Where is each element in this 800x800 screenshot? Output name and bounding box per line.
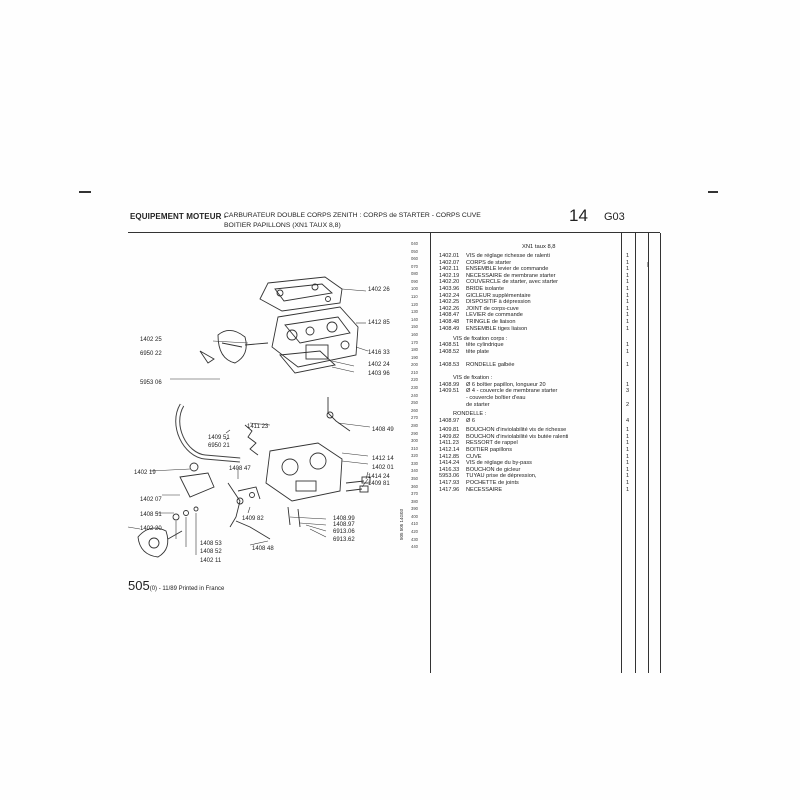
parts-row bbox=[439, 260, 511, 266]
part-qty: 1 bbox=[626, 466, 630, 473]
part-ref: 1409.51 bbox=[439, 388, 460, 395]
part-ref: 5953.06 bbox=[439, 473, 460, 480]
parts-row bbox=[439, 473, 536, 479]
part-qty: 1 bbox=[626, 447, 630, 454]
line-number: 080 bbox=[411, 271, 418, 277]
part-ref: 1414.24 bbox=[439, 460, 460, 467]
part-qty: 1 bbox=[626, 361, 630, 368]
section-title: EQUIPEMENT MOTEUR - bbox=[130, 212, 227, 221]
part-qty: 1 bbox=[626, 272, 630, 279]
parts-row bbox=[439, 279, 558, 285]
part-ref: 1412.85 bbox=[439, 453, 460, 460]
part-ref: 1402.26 bbox=[439, 305, 460, 312]
part-description: POCHETTE de joints bbox=[466, 480, 519, 487]
diagram-callout: 1409 51 bbox=[208, 435, 230, 441]
diagram-callout: 1408.99 bbox=[333, 516, 355, 522]
part-description: BOUCHON d'inviolabilité vis butée ralenti bbox=[466, 433, 569, 440]
part-qty: 1 bbox=[626, 440, 630, 447]
parts-subheading: RONDELLE : bbox=[453, 411, 487, 418]
line-number: 100 bbox=[411, 286, 418, 292]
part-description: tête plate bbox=[466, 348, 490, 355]
column-divider-main bbox=[430, 233, 431, 673]
parts-row bbox=[439, 306, 519, 312]
part-ref: 1417.96 bbox=[439, 486, 460, 493]
part-ref: 1402.07 bbox=[439, 259, 460, 266]
part-ref: 1408.47 bbox=[439, 312, 460, 319]
line-number: 340 bbox=[411, 468, 418, 474]
part-description: Ø 4 - couvercle de membrane starter bbox=[466, 388, 558, 395]
line-number: 190 bbox=[411, 354, 418, 360]
diagram-callout: 5953 06 bbox=[140, 380, 162, 386]
gasket-shape bbox=[260, 277, 342, 311]
part-ref: 1402.19 bbox=[439, 272, 460, 279]
line-number: 360 bbox=[411, 483, 418, 489]
part-ref: 1408.49 bbox=[439, 325, 460, 332]
margin-mark-right bbox=[708, 191, 718, 193]
column-divider-4 bbox=[660, 233, 661, 673]
diagram-callout: 6913.06 bbox=[333, 529, 355, 535]
line-number: 270 bbox=[411, 415, 418, 421]
diagram-callout: 1412 14 bbox=[372, 456, 394, 462]
parts-row bbox=[439, 434, 568, 440]
footer-model: 505 bbox=[128, 578, 150, 593]
line-number: 180 bbox=[411, 347, 418, 353]
part-ref: 1411.23 bbox=[439, 440, 459, 447]
parts-subheading: VIS de fixation corps : bbox=[453, 335, 508, 342]
parts-row bbox=[439, 382, 546, 388]
part-qty: 1 bbox=[626, 342, 630, 349]
line-number: 240 bbox=[411, 392, 418, 398]
parts-row bbox=[439, 349, 489, 355]
part-description: CORPS de starter bbox=[466, 259, 512, 266]
line-number: 250 bbox=[411, 400, 418, 406]
parts-row bbox=[439, 253, 550, 259]
part-qty: 1 bbox=[626, 480, 630, 487]
part-ref: 1408.99 bbox=[439, 381, 460, 388]
diagram-callout: 1402 01 bbox=[372, 465, 394, 471]
part-description: ENSEMBLE tiges liaison bbox=[466, 325, 528, 332]
line-number: 300 bbox=[411, 438, 418, 444]
line-number: 140 bbox=[411, 316, 418, 322]
vacuum-hose-shape bbox=[178, 405, 240, 460]
part-description: RESSORT de rappel bbox=[466, 440, 518, 447]
throttle-body-shape bbox=[266, 443, 342, 501]
line-number: 120 bbox=[411, 301, 418, 307]
diagram-callout: 1402 24 bbox=[368, 362, 390, 368]
line-number: 350 bbox=[411, 475, 418, 481]
parts-row bbox=[439, 266, 548, 272]
diagram-callout: 6913.62 bbox=[333, 537, 355, 543]
parts-row bbox=[439, 480, 519, 486]
part-description: CUVE bbox=[466, 453, 482, 460]
diagram-callout: 1411 23 bbox=[247, 424, 269, 430]
line-number: 430 bbox=[411, 536, 418, 542]
diagram-callout: 1402 26 bbox=[368, 287, 390, 293]
part-description: Ø 6 boîtier papillon, longueur 20 bbox=[466, 381, 546, 388]
margin-mark-left bbox=[79, 191, 91, 193]
line-number: 440 bbox=[411, 544, 418, 550]
part-description: BOUCHON de gicleur bbox=[466, 466, 521, 473]
part-description: de starter bbox=[466, 401, 490, 408]
line-number: 060 bbox=[411, 256, 418, 262]
line-number: 040 bbox=[411, 241, 418, 246]
line-number: 400 bbox=[411, 513, 418, 519]
diagram-callout: 1408 53 bbox=[200, 541, 222, 547]
line-number: 370 bbox=[411, 491, 418, 497]
line-number: 390 bbox=[411, 506, 418, 512]
part-qty: 1 bbox=[626, 453, 630, 460]
part-ref: 1409.82 bbox=[439, 433, 460, 440]
part-qty: 1 bbox=[626, 460, 630, 467]
part-description: BOUCHON d'inviolabilité vis de richesse bbox=[466, 427, 567, 434]
part-description: VIS de réglage richesse de ralenti bbox=[466, 253, 550, 259]
part-qty: 1 bbox=[626, 299, 630, 306]
linkage-rods-shape bbox=[328, 397, 350, 431]
line-number: 150 bbox=[411, 324, 418, 330]
line-number: 200 bbox=[411, 362, 418, 368]
line-number: 320 bbox=[411, 453, 418, 459]
part-ref: 1408.53 bbox=[439, 361, 460, 368]
diagram-callout: 1412 85 bbox=[368, 320, 390, 326]
parts-row bbox=[439, 440, 518, 446]
part-description: tête cylindrique bbox=[466, 342, 504, 349]
part-qty: 1 bbox=[626, 305, 630, 312]
diagram-callout: 6950 22 bbox=[140, 351, 162, 357]
part-description: GICLEUR supplémentaire bbox=[466, 292, 531, 299]
part-description: - couvercle boîtier d'eau bbox=[466, 394, 526, 401]
part-description: JOINT de corps-cuve bbox=[466, 305, 519, 312]
diagram-callout: 1409 81 bbox=[368, 481, 390, 487]
parts-row bbox=[439, 319, 515, 325]
parts-row bbox=[439, 388, 557, 394]
diagram-callout: 1408.97 bbox=[333, 522, 355, 528]
line-number: 230 bbox=[411, 385, 418, 391]
part-qty: 1 bbox=[626, 325, 630, 332]
line-number: 090 bbox=[411, 278, 418, 284]
line-number: 110 bbox=[411, 294, 418, 300]
part-description: ENSEMBLE levier de commande bbox=[466, 266, 549, 273]
column-divider-3 bbox=[648, 233, 649, 673]
line-number: 310 bbox=[411, 445, 418, 451]
choke-membrane-shape bbox=[180, 473, 214, 497]
part-ref: 1412.14 bbox=[439, 447, 460, 454]
line-number: 280 bbox=[411, 422, 418, 428]
part-description: VIS de réglage du by-pass bbox=[466, 460, 532, 467]
part-description: DISPOSITIF à dépression bbox=[466, 299, 531, 306]
line-number: 210 bbox=[411, 369, 418, 375]
footer bbox=[128, 578, 224, 593]
parts-row bbox=[439, 362, 515, 368]
group-number: 14 bbox=[569, 206, 588, 225]
line-number: 410 bbox=[411, 521, 418, 527]
vertical-code: 505 505 14G03 bbox=[399, 508, 404, 540]
diagram-callout: 1402 11 bbox=[200, 558, 222, 564]
line-number: 290 bbox=[411, 430, 418, 436]
line-number: 070 bbox=[411, 263, 418, 269]
parts-row bbox=[439, 299, 531, 305]
part-description: RONDELLE galbée bbox=[466, 361, 515, 368]
part-qty: 1 bbox=[626, 319, 630, 325]
group-code: G03 bbox=[604, 211, 625, 223]
diagram-callout: 1408 51 bbox=[140, 512, 162, 518]
part-qty: 1 bbox=[626, 312, 630, 319]
diagram-callout: 1408 47 bbox=[229, 466, 251, 472]
parts-row bbox=[439, 447, 512, 453]
part-description: BOITIER papillons bbox=[466, 447, 513, 454]
parts-row bbox=[439, 326, 527, 332]
float-bowl-shape bbox=[272, 307, 358, 367]
part-qty: 1 bbox=[626, 473, 630, 480]
diagram-callout: 1402 20 bbox=[140, 526, 162, 532]
part-description: Ø 6 bbox=[466, 418, 476, 424]
parts-row bbox=[439, 418, 475, 424]
parts-row bbox=[439, 293, 531, 299]
parts-row bbox=[439, 395, 526, 401]
diagram-callout: 1408 49 bbox=[372, 427, 394, 433]
tick-mark: | bbox=[647, 262, 649, 268]
diagram-callout: 1402 25 bbox=[140, 337, 162, 343]
parts-row bbox=[439, 342, 504, 348]
page-title-line1: CARBURATEUR DOUBLE CORPS ZENITH : CORPS de STARTER - CORPS CUVE bbox=[224, 212, 481, 219]
parts-row bbox=[439, 460, 532, 466]
part-description: TRINGLE de liaison bbox=[466, 319, 516, 325]
footer-edition: (0) - 11/89 Printed in France bbox=[149, 586, 225, 592]
page-title-line2: BOITIER PAPILLONS (XN1 TAUX 8,8) bbox=[224, 222, 341, 229]
part-qty: 1 bbox=[626, 433, 630, 440]
line-number: 220 bbox=[411, 377, 418, 383]
diagram-callout: 1409 82 bbox=[242, 516, 264, 522]
parts-row bbox=[439, 273, 556, 279]
header-rule bbox=[128, 232, 660, 233]
diagram-callout: 1408 52 bbox=[200, 549, 222, 555]
part-qty: 1 bbox=[626, 486, 630, 493]
line-number: 380 bbox=[411, 498, 418, 504]
part-qty: 3 bbox=[626, 388, 630, 395]
column-divider-2 bbox=[635, 233, 636, 673]
part-ref: 1402.01 bbox=[439, 253, 460, 259]
part-qty: 1 bbox=[626, 381, 630, 388]
part-ref: 1417.93 bbox=[439, 480, 460, 487]
part-qty: 1 bbox=[626, 286, 630, 292]
line-number: 130 bbox=[411, 309, 418, 315]
parts-row bbox=[439, 312, 523, 318]
diagram-callout: 1403 96 bbox=[368, 371, 390, 377]
part-qty: 1 bbox=[626, 427, 630, 434]
line-number: 260 bbox=[411, 407, 418, 413]
diagram-callout: 1414 24 bbox=[368, 474, 390, 480]
parts-row bbox=[439, 402, 490, 408]
part-qty: 1 bbox=[626, 253, 630, 259]
parts-list-heading: XN1 taux 8,8 bbox=[522, 244, 556, 250]
diagram-callout: 1416 33 bbox=[368, 350, 390, 356]
control-lever-shape bbox=[228, 483, 240, 527]
part-qty: 2 bbox=[626, 401, 630, 408]
line-number: 170 bbox=[411, 339, 418, 345]
part-ref: 1403.96 bbox=[439, 286, 460, 292]
part-ref: 1408.52 bbox=[439, 348, 460, 355]
part-ref: 1402.24 bbox=[439, 292, 460, 299]
diagram-callout: 1402 07 bbox=[140, 497, 162, 503]
part-qty: 1 bbox=[626, 259, 630, 266]
part-qty: 4 bbox=[626, 418, 630, 424]
line-number: 330 bbox=[411, 460, 418, 466]
part-ref: 1409.81 bbox=[439, 427, 460, 434]
part-description: BRIDE isolante bbox=[466, 286, 504, 292]
part-description: NECESSAIRE bbox=[466, 486, 503, 493]
parts-row bbox=[439, 467, 520, 473]
part-ref: 1402.20 bbox=[439, 279, 460, 286]
line-number: 050 bbox=[411, 248, 418, 254]
parts-row bbox=[439, 454, 482, 460]
part-qty: 1 bbox=[626, 266, 630, 273]
part-ref: 1402.25 bbox=[439, 299, 460, 306]
part-description: TUYAU prise de dépression, bbox=[466, 473, 537, 480]
line-number: 420 bbox=[411, 529, 418, 535]
part-ref: 1402.11 bbox=[439, 266, 459, 273]
parts-row bbox=[439, 286, 504, 292]
column-divider-qty bbox=[621, 233, 622, 673]
part-ref: 1408.51 bbox=[439, 342, 460, 349]
link-rod-shape bbox=[236, 521, 270, 539]
parts-subheading: VIS de fixation : bbox=[453, 375, 493, 382]
flange-shape bbox=[280, 351, 335, 373]
diagram-callout: 1408 48 bbox=[252, 546, 274, 552]
parts-row bbox=[439, 487, 502, 493]
part-qty: 1 bbox=[626, 279, 630, 286]
part-ref: 1416.33 bbox=[439, 466, 460, 473]
starter-cover-shape bbox=[138, 528, 168, 557]
part-qty: 1 bbox=[626, 292, 630, 299]
diagram-callout: 1402 19 bbox=[134, 470, 156, 476]
parts-row bbox=[439, 427, 566, 433]
diagram-callout: 6950 21 bbox=[208, 443, 230, 449]
part-description: COUVERCLE de starter, avec starter bbox=[466, 279, 559, 286]
line-number: 160 bbox=[411, 331, 418, 337]
part-ref: 1408.97 bbox=[439, 418, 460, 424]
part-description: NECESSAIRE de membrane starter bbox=[466, 272, 556, 279]
part-ref: 1408.48 bbox=[439, 319, 460, 325]
part-description: LEVIER de commande bbox=[466, 312, 523, 319]
part-qty: 1 bbox=[626, 348, 630, 355]
